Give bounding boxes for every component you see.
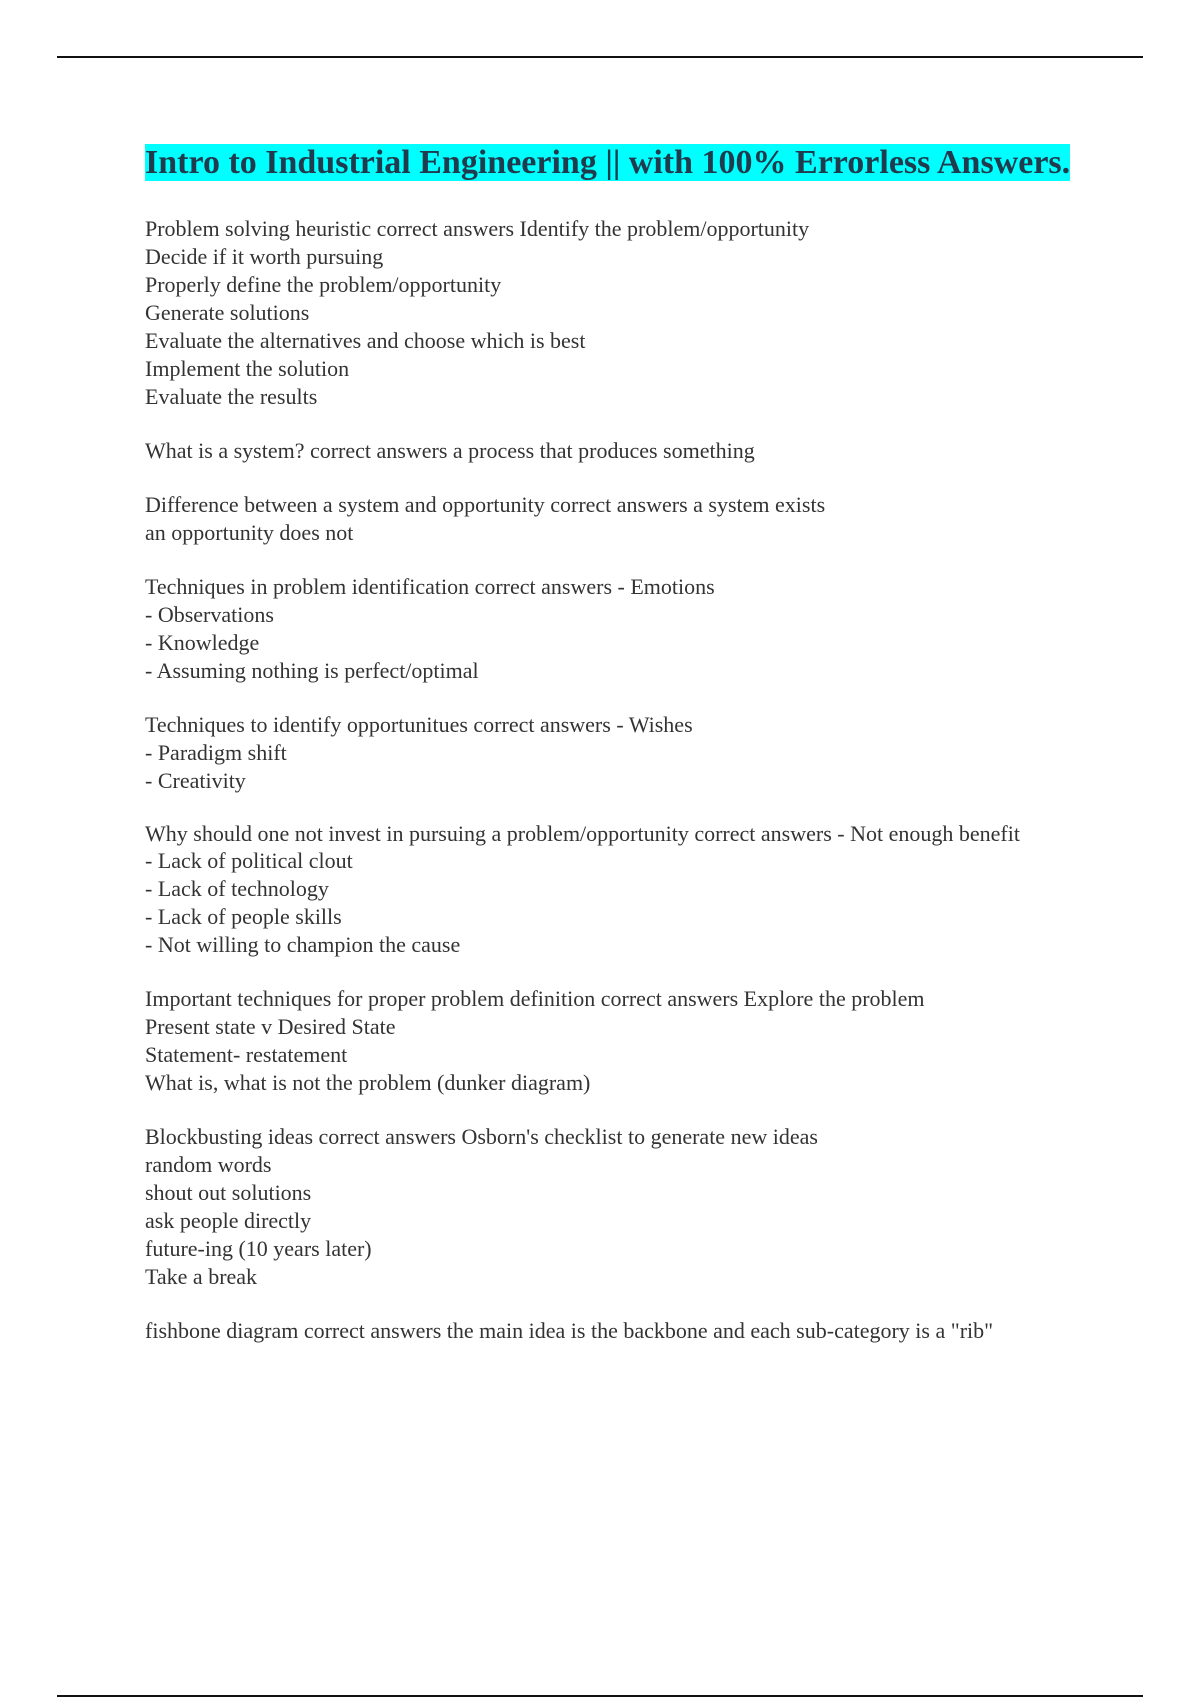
text-line: Decide if it worth pursuing: [145, 244, 384, 269]
text-line: - Lack of political clout: [145, 848, 353, 873]
text-line: Difference between a system and opportunity correct answers a system exists: [145, 492, 826, 517]
text-line: Evaluate the alternatives and choose which is best: [145, 328, 586, 353]
text-line: random words: [145, 1152, 272, 1177]
text-line: Present state v Desired State: [145, 1014, 396, 1039]
text-line: What is a system? correct answers a process that produces something: [145, 438, 755, 463]
top-rule: [57, 56, 1143, 58]
qa-what-is-a-system: [145, 437, 1105, 465]
qa-opportunity-identification-techniques: [145, 711, 1105, 795]
text-line: Blockbusting ideas correct answers Osborn's checklist to generate new ideas: [145, 1124, 818, 1149]
text-line: - Assuming nothing is perfect/optimal: [145, 658, 479, 683]
text-line: Properly define the problem/opportunity: [145, 272, 502, 297]
text-line: - Observations: [145, 602, 274, 627]
bottom-rule: [57, 1695, 1143, 1697]
text-line: - Not willing to champion the cause: [145, 932, 461, 957]
text-line: shout out solutions: [145, 1180, 312, 1205]
qa-problem-solving-heuristic: [145, 215, 1105, 411]
text-line: Implement the solution: [145, 356, 350, 381]
qa-system-vs-opportunity: [145, 491, 1105, 547]
text-line: Why should one not invest in pursuing a problem/opportunity correct answers - Not enough benefit: [145, 821, 1020, 846]
text-line: an opportunity does not: [145, 520, 354, 545]
text-line: Statement- restatement: [145, 1042, 348, 1067]
document-body: [145, 142, 1105, 1371]
text-line: Techniques in problem identification correct answers - Emotions: [145, 574, 715, 599]
text-line: Evaluate the results: [145, 384, 318, 409]
qa-blockbusting-ideas: [145, 1123, 1105, 1291]
text-line: - Creativity: [145, 768, 246, 793]
text-line: Techniques to identify opportunitues correct answers - Wishes: [145, 712, 693, 737]
text-line: Problem solving heuristic correct answers Identify the problem/opportunity: [145, 216, 810, 241]
text-line: What is, what is not the problem (dunker diagram): [145, 1070, 591, 1095]
text-line: Generate solutions: [145, 300, 310, 325]
text-line: - Lack of people skills: [145, 904, 342, 929]
qa-problem-identification-techniques: [145, 573, 1105, 685]
text-line: Take a break: [145, 1264, 258, 1289]
document-title: [145, 142, 1105, 184]
qa-why-not-invest: [145, 821, 1105, 959]
text-line: - Paradigm shift: [145, 740, 287, 765]
text-line: ask people directly: [145, 1208, 312, 1233]
text-line: - Lack of technology: [145, 876, 329, 901]
text-line: Important techniques for proper problem definition correct answers Explore the problem: [145, 986, 925, 1011]
qa-fishbone-diagram: [145, 1317, 1105, 1345]
qa-problem-definition-techniques: [145, 985, 1105, 1097]
text-line: future-ing (10 years later): [145, 1236, 372, 1261]
title-highlight: Intro to Industrial Engineering || with 100% Errorless Answers.: [145, 144, 1071, 181]
text-line: fishbone diagram correct answers the main idea is the backbone and each sub-category is a "rib": [145, 1318, 994, 1343]
text-line: - Knowledge: [145, 630, 260, 655]
